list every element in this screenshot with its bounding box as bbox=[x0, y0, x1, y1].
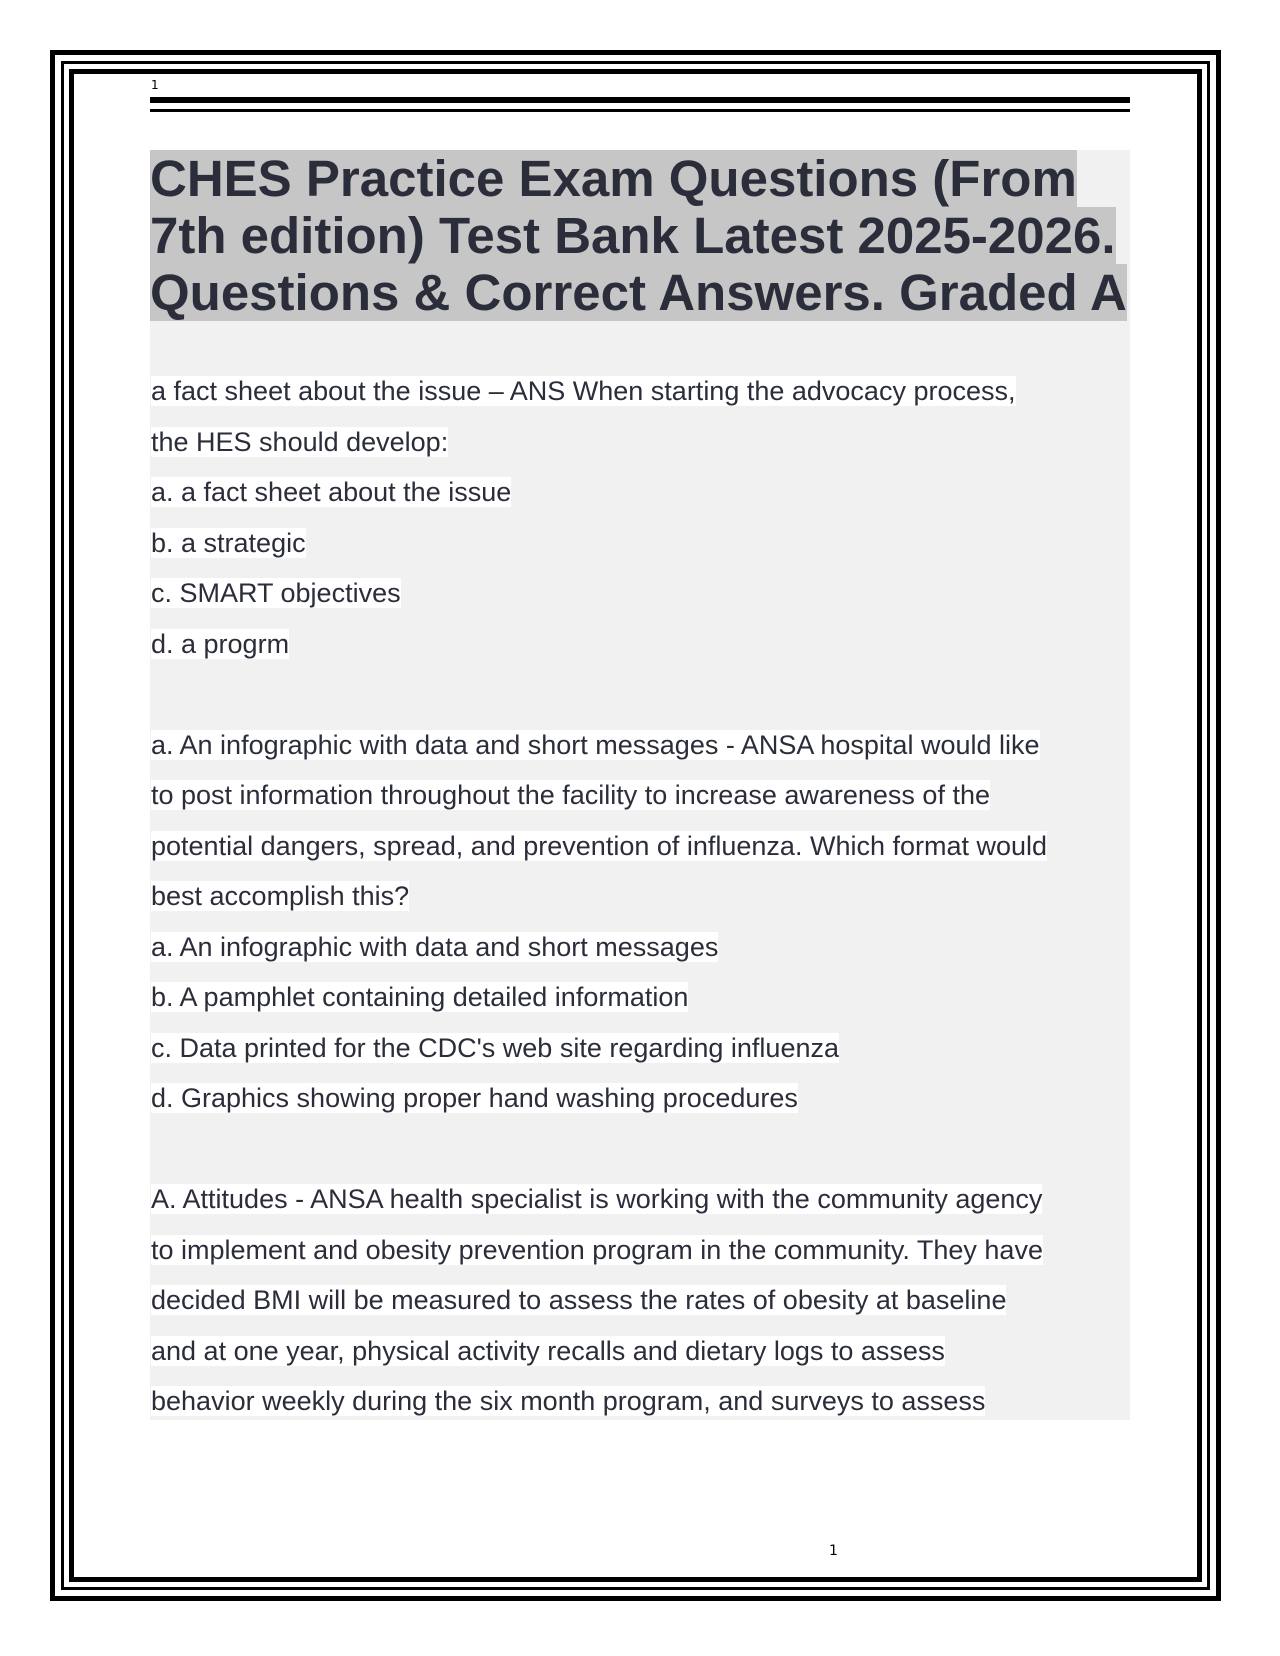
option-line: c. SMART objectives bbox=[151, 578, 401, 608]
footer-page-number: 1 bbox=[829, 1543, 838, 1559]
text-line: and at one year, physical activity recalls and dietary logs to assess bbox=[151, 1335, 945, 1366]
option-line: b. a strategic bbox=[151, 527, 306, 558]
text-line: potential dangers, spread, and prevention of influenza. Which format would bbox=[151, 830, 1048, 861]
header-rule-thick bbox=[150, 97, 1130, 103]
paragraph-spacer bbox=[151, 669, 1131, 720]
text-line: to implement and obesity prevention program in the community. They have bbox=[151, 1234, 1043, 1265]
text-line: to post information throughout the facility to increase awareness of the bbox=[151, 780, 990, 810]
question-3 bbox=[151, 1174, 1131, 1427]
text-line: behavior weekly during the six month program, and surveys to assess bbox=[151, 1386, 986, 1416]
question-2 bbox=[151, 720, 1131, 1124]
title-block bbox=[150, 150, 1130, 321]
document-title: CHES Practice Exam Questions (From 7th edition) Test Bank Latest 2025-2026. Questions & Correct Answers. Graded A bbox=[150, 150, 1127, 321]
document-body bbox=[151, 366, 1131, 1427]
header-page-number: 1 bbox=[151, 78, 159, 92]
header-rule-thin bbox=[150, 109, 1130, 112]
option-line: c. Data printed for the CDC's web site regarding influenza bbox=[151, 1032, 839, 1063]
text-line: decided BMI will be measured to assess the rates of obesity at baseline bbox=[151, 1285, 1007, 1315]
text-line: the HES should develop: bbox=[151, 426, 449, 457]
question-1 bbox=[151, 366, 1131, 669]
text-line: a fact sheet about the issue – ANS When starting the advocacy process, bbox=[151, 376, 1016, 406]
option-line: d. a progrm bbox=[151, 628, 290, 659]
paragraph-spacer bbox=[151, 1124, 1131, 1175]
option-line: b. A pamphlet containing detailed information bbox=[151, 982, 689, 1012]
text-line: a. An infographic with data and short messages - ANSA hospital would like bbox=[151, 729, 1040, 760]
text-line: A. Attitudes - ANSA health specialist is working with the community agency bbox=[151, 1184, 1043, 1214]
text-line: best accomplish this? bbox=[151, 881, 410, 911]
option-line: d. Graphics showing proper hand washing procedures bbox=[151, 1083, 798, 1113]
option-line: a. An infographic with data and short messages bbox=[151, 931, 719, 962]
option-line: a. a fact sheet about the issue bbox=[151, 477, 512, 507]
